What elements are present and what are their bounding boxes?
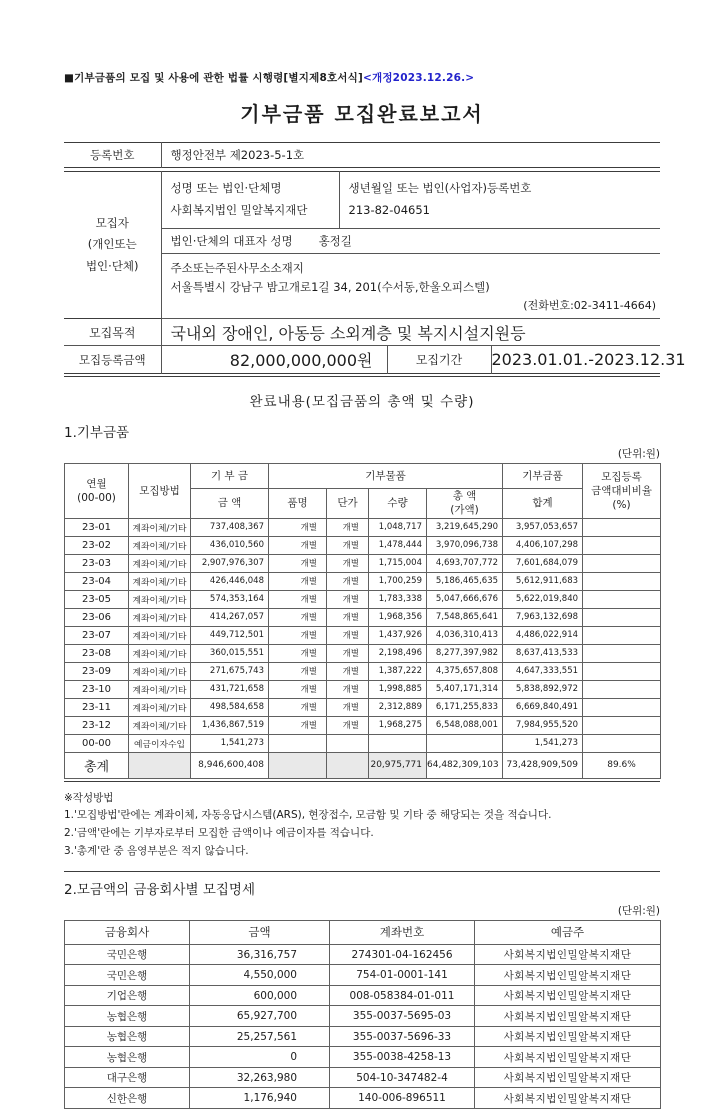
table-row: [65, 1088, 661, 1109]
total-row: [65, 752, 661, 778]
completion-section-title: 완료내용(모집금품의 총액 및 수량): [249, 394, 475, 411]
table-row: [65, 965, 661, 986]
cell: 국민은행: [65, 965, 190, 986]
collection-period-label: 모집기간: [387, 346, 491, 374]
cell: 계좌이체/기타: [129, 518, 191, 536]
table-row: [65, 1047, 661, 1068]
cell: 3,957,053,657: [503, 518, 583, 536]
cell: 계좌이체/기타: [129, 554, 191, 572]
cell: 5,612,911,683: [503, 572, 583, 590]
cell: 2,312,889: [369, 698, 427, 716]
cell: 6,669,840,491: [503, 698, 583, 716]
cell: 754-01-0001-141: [330, 965, 475, 986]
bank-table: [64, 920, 661, 1109]
cell: 414,267,057: [191, 608, 269, 626]
instruction-2: 2.'금액'란에는 기부자로부터 모집한 금액이나 예금이자를 적습니다.: [64, 827, 374, 840]
section2-rule: [64, 871, 660, 872]
cell: 개별: [327, 662, 369, 680]
cell: 대구은행: [65, 1067, 190, 1088]
cell: 5,407,171,314: [427, 680, 503, 698]
cell: [583, 734, 661, 752]
cell: 사회복지법인밀알복지재단: [475, 1067, 661, 1088]
cell: 23-02: [65, 536, 129, 554]
registered-amount-label: 모집등록금액: [64, 346, 161, 374]
cell: 431,721,658: [191, 680, 269, 698]
subsection1-title: 1.기부금품: [64, 425, 130, 442]
cell: 1,783,338: [369, 590, 427, 608]
cell: [583, 572, 661, 590]
cell: 1,541,273: [191, 734, 269, 752]
table-row: [65, 1026, 661, 1047]
cell: 계좌이체/기타: [129, 626, 191, 644]
cell: 436,010,560: [191, 536, 269, 554]
col-header-amount: 금 액: [191, 489, 269, 518]
cell: 6,171,255,833: [427, 698, 503, 716]
table-row: [65, 536, 661, 554]
total-method-shaded: [129, 752, 191, 778]
cell: [583, 662, 661, 680]
collector-table: [64, 171, 660, 319]
cell: 사회복지법인밀알복지재단: [475, 1047, 661, 1068]
cell: 23-04: [65, 572, 129, 590]
representative-label: 법인·단체의 대표자 성명: [170, 233, 293, 248]
cell: 36,316,757: [190, 944, 330, 965]
cell: 개별: [327, 572, 369, 590]
cell: 1,478,444: [369, 536, 427, 554]
collector-name-label: 성명 또는 법인·단체명: [170, 181, 282, 195]
table-row: [65, 734, 661, 752]
cell: 개별: [327, 698, 369, 716]
table-row: [65, 944, 661, 965]
total-qty: 20,975,771: [369, 752, 427, 778]
instructions: [64, 790, 660, 861]
reg-no-value: 행정안전부 제2023-5-1호: [170, 148, 305, 162]
cell: 32,263,980: [190, 1067, 330, 1088]
cell: 00-00: [65, 734, 129, 752]
col-header-goods-total: 총 액 (가액): [427, 489, 503, 518]
cell: 1,176,940: [190, 1088, 330, 1109]
collector-regnum-cell: [339, 172, 660, 229]
total-unitprice-shaded: [327, 752, 369, 778]
cell: 355-0037-5696-33: [330, 1026, 475, 1047]
cell: 2,198,496: [369, 644, 427, 662]
address-cell: [161, 253, 660, 318]
bank-table-body: [65, 944, 661, 1108]
cell: 계좌이체/기타: [129, 536, 191, 554]
cell: 271,675,743: [191, 662, 269, 680]
col-header-gift-money: 기 부 금: [191, 464, 269, 489]
cell: 계좌이체/기타: [129, 716, 191, 734]
table-row: [65, 590, 661, 608]
cell: 1,968,356: [369, 608, 427, 626]
purpose-amount-table: [64, 319, 686, 375]
table-row: [65, 1067, 661, 1088]
cell: [583, 716, 661, 734]
col-header-qty: 수량: [369, 489, 427, 518]
cell: 2,907,976,307: [191, 554, 269, 572]
cell: 600,000: [190, 985, 330, 1006]
cell: 1,437,926: [369, 626, 427, 644]
cell: 사회복지법인밀알복지재단: [475, 965, 661, 986]
total-label: 총계: [65, 752, 129, 778]
cell: 504-10-347482-4: [330, 1067, 475, 1088]
cell: [583, 608, 661, 626]
cell: 498,584,658: [191, 698, 269, 716]
cell: 23-10: [65, 680, 129, 698]
cell: 1,700,259: [369, 572, 427, 590]
cell: 1,541,273: [503, 734, 583, 752]
table-row: [65, 698, 661, 716]
cell: 사회복지법인밀알복지재단: [475, 1088, 661, 1109]
cell: 1,968,275: [369, 716, 427, 734]
cell: 355-0038-4258-13: [330, 1047, 475, 1068]
cell: 신한은행: [65, 1088, 190, 1109]
col-header-unitprice: 단가: [327, 489, 369, 518]
cell: 4,550,000: [190, 965, 330, 986]
cell: 4,693,707,772: [427, 554, 503, 572]
cell: 1,048,717: [369, 518, 427, 536]
cell: [269, 734, 327, 752]
instruction-1: 1.'모집방법'란에는 계좌이체, 자동응답시스템(ARS), 현장접수, 모금함 및 기타 중 해당되는 것을 적습니다.: [64, 809, 552, 822]
cell: 개별: [327, 716, 369, 734]
cell: 6,548,088,001: [427, 716, 503, 734]
cell: 농협은행: [65, 1026, 190, 1047]
cell: 사회복지법인밀알복지재단: [475, 985, 661, 1006]
table-row: [65, 572, 661, 590]
cell: 농협은행: [65, 1047, 190, 1068]
cell: 449,712,501: [191, 626, 269, 644]
col-header-item: 품명: [269, 489, 327, 518]
table-row: [65, 608, 661, 626]
cell: 개별: [269, 590, 327, 608]
cell: 23-05: [65, 590, 129, 608]
col-header-bank-amount: 금액: [190, 920, 330, 944]
cell: 4,375,657,808: [427, 662, 503, 680]
cell: 574,353,164: [191, 590, 269, 608]
cell: 계좌이체/기타: [129, 590, 191, 608]
col-header-gift-goods: 기부물품: [269, 464, 503, 489]
cell: 개별: [269, 662, 327, 680]
cell: 8,637,413,533: [503, 644, 583, 662]
col-header-yearmonth: 연월 (00-00): [65, 464, 129, 518]
cell: 1,998,885: [369, 680, 427, 698]
subsection2-title: 2.모금액의 금융회사별 모집명세: [64, 881, 255, 898]
registered-amount-value: 82,000,000,000원: [161, 346, 387, 374]
cell: 4,647,333,551: [503, 662, 583, 680]
col-header-method: 모집방법: [129, 464, 191, 518]
cell: 개별: [327, 536, 369, 554]
cell: 계좌이체/기타: [129, 698, 191, 716]
cell: [369, 734, 427, 752]
cell: 개별: [269, 554, 327, 572]
representative-name: 홍정길: [318, 233, 352, 248]
cell: 5,047,666,676: [427, 590, 503, 608]
cell: 8,277,397,982: [427, 644, 503, 662]
cell: 개별: [269, 518, 327, 536]
divider-line: [64, 376, 660, 377]
cell: 7,601,684,079: [503, 554, 583, 572]
cell: [583, 626, 661, 644]
address-label: 주소또는주된사무소소재지: [170, 260, 304, 275]
cell: 개별: [327, 626, 369, 644]
cell: 23-11: [65, 698, 129, 716]
cell: 274301-04-162456: [330, 944, 475, 965]
cell: [583, 590, 661, 608]
cell: 개별: [327, 518, 369, 536]
cell: 사회복지법인밀알복지재단: [475, 944, 661, 965]
table-row: [65, 1006, 661, 1027]
cell: 계좌이체/기타: [129, 662, 191, 680]
address-value: 서울특별시 강남구 밤고개로1길 34, 201(수서동,한울오피스텔): [170, 279, 490, 294]
collector-name-value: 사회복지법인 밀알복지재단: [170, 202, 308, 217]
form-reference-text: ■기부금품의 모집 및 사용에 관한 법률 시행령[별지제8호서식]: [64, 72, 363, 84]
total-goods: 64,482,309,103: [427, 752, 503, 778]
divider-line-2: [64, 781, 660, 782]
cell: 계좌이체/기타: [129, 644, 191, 662]
page-title: 기부금품 모집완료보고서: [240, 102, 484, 126]
phone-number: (전화번호:02-3411-4664): [523, 298, 656, 312]
cell: 23-01: [65, 518, 129, 536]
cell: 3,970,096,738: [427, 536, 503, 554]
total-ratio: 89.6%: [583, 752, 661, 778]
cell: 7,963,132,698: [503, 608, 583, 626]
bank-table-header: [65, 920, 661, 944]
cell: 4,486,022,914: [503, 626, 583, 644]
cell: 개별: [269, 680, 327, 698]
table-row: [65, 626, 661, 644]
cell: [327, 734, 369, 752]
cell: 개별: [269, 608, 327, 626]
donation-table: [64, 463, 661, 778]
cell: 계좌이체/기타: [129, 608, 191, 626]
collector-regnum-label: 생년월일 또는 법인(사업자)등록번호: [348, 181, 532, 195]
col-header-ratio: 모집등록 금액대비비율(%): [583, 464, 661, 518]
cell: 예금이자수입: [129, 734, 191, 752]
cell: 23-07: [65, 626, 129, 644]
cell: 65,927,700: [190, 1006, 330, 1027]
cell: 개별: [269, 536, 327, 554]
unit-label-2: (단위:원): [617, 904, 660, 917]
cell: 개별: [269, 572, 327, 590]
cell: 008-058384-01-011: [330, 985, 475, 1006]
cell: 국민은행: [65, 944, 190, 965]
cell: 개별: [327, 680, 369, 698]
table-row: [65, 680, 661, 698]
collector-label-line2: (개인또는: [87, 237, 137, 252]
collector-name-cell: [161, 172, 339, 229]
purpose-value: 국내외 장애인, 아동등 소외계층 및 복지시설지원등: [170, 323, 526, 343]
instruction-3: 3.'총계'란 중 음영부분은 적지 않습니다.: [64, 845, 249, 858]
cell: 23-03: [65, 554, 129, 572]
cell: 계좌이체/기타: [129, 572, 191, 590]
table-row: [65, 644, 661, 662]
cell: 360,015,551: [191, 644, 269, 662]
cell: 1,436,867,519: [191, 716, 269, 734]
collector-label-line3: 법인·단체): [85, 258, 139, 273]
cell: 개별: [269, 698, 327, 716]
cell: 25,257,561: [190, 1026, 330, 1047]
table-row: [65, 716, 661, 734]
cell: 사회복지법인밀알복지재단: [475, 1006, 661, 1027]
cell: 4,036,310,413: [427, 626, 503, 644]
cell: 계좌이체/기타: [129, 680, 191, 698]
representative-cell: [161, 228, 660, 253]
cell: 기업은행: [65, 985, 190, 1006]
col-header-gift-total: 기부금품: [503, 464, 583, 489]
cell: [583, 554, 661, 572]
cell: 7,548,865,641: [427, 608, 503, 626]
cell: 7,984,955,520: [503, 716, 583, 734]
cell: 개별: [327, 590, 369, 608]
cell: 개별: [327, 554, 369, 572]
total-item-shaded: [269, 752, 327, 778]
cell: 1,715,004: [369, 554, 427, 572]
collector-label: [64, 172, 161, 319]
cell: 140-006-896511: [330, 1088, 475, 1109]
cell: 사회복지법인밀알복지재단: [475, 1026, 661, 1047]
cell: [583, 644, 661, 662]
cell: 1,387,222: [369, 662, 427, 680]
cell: 23-09: [65, 662, 129, 680]
cell: 3,219,645,290: [427, 518, 503, 536]
cell: 0: [190, 1047, 330, 1068]
cell: 농협은행: [65, 1006, 190, 1027]
cell: 4,406,107,298: [503, 536, 583, 554]
registration-table: [64, 142, 660, 168]
total-sum: 73,428,909,509: [503, 752, 583, 778]
form-reference-note: [64, 70, 660, 85]
cell: [427, 734, 503, 752]
total-amount: 8,946,600,408: [191, 752, 269, 778]
reg-no-label: 등록번호: [64, 143, 161, 168]
col-header-bank: 금융회사: [65, 920, 190, 944]
cell: 개별: [269, 716, 327, 734]
document-page: [64, 0, 686, 1109]
cell: 426,446,048: [191, 572, 269, 590]
cell: [583, 518, 661, 536]
collector-label-line1: 모집자: [95, 215, 129, 230]
collection-period-value: 2023.01.01.-2023.12.31: [491, 350, 686, 370]
cell: 개별: [269, 626, 327, 644]
purpose-label: 모집목적: [64, 319, 161, 346]
col-header-holder: 예금주: [475, 920, 661, 944]
revision-date: <개정2023.12.26.>: [363, 72, 475, 84]
col-header-account: 계좌번호: [330, 920, 475, 944]
cell: 5,838,892,972: [503, 680, 583, 698]
cell: [583, 536, 661, 554]
table-row: [65, 985, 661, 1006]
cell: 개별: [269, 644, 327, 662]
instructions-title: ※작성방법: [64, 791, 114, 804]
cell: [583, 698, 661, 716]
cell: 5,622,019,840: [503, 590, 583, 608]
cell: 23-12: [65, 716, 129, 734]
cell: [583, 680, 661, 698]
col-header-sum: 합계: [503, 489, 583, 518]
cell: 5,186,465,635: [427, 572, 503, 590]
cell: 355-0037-5695-03: [330, 1006, 475, 1027]
unit-label-1: (단위:원): [617, 448, 660, 461]
cell: 23-06: [65, 608, 129, 626]
cell: 개별: [327, 608, 369, 626]
cell: 23-08: [65, 644, 129, 662]
cell: 737,408,367: [191, 518, 269, 536]
donation-table-body: [65, 518, 661, 752]
cell: 개별: [327, 644, 369, 662]
collector-regnum-value: 213-82-04651: [348, 202, 430, 217]
table-row: [65, 662, 661, 680]
table-row: [65, 554, 661, 572]
table-row: [65, 518, 661, 536]
